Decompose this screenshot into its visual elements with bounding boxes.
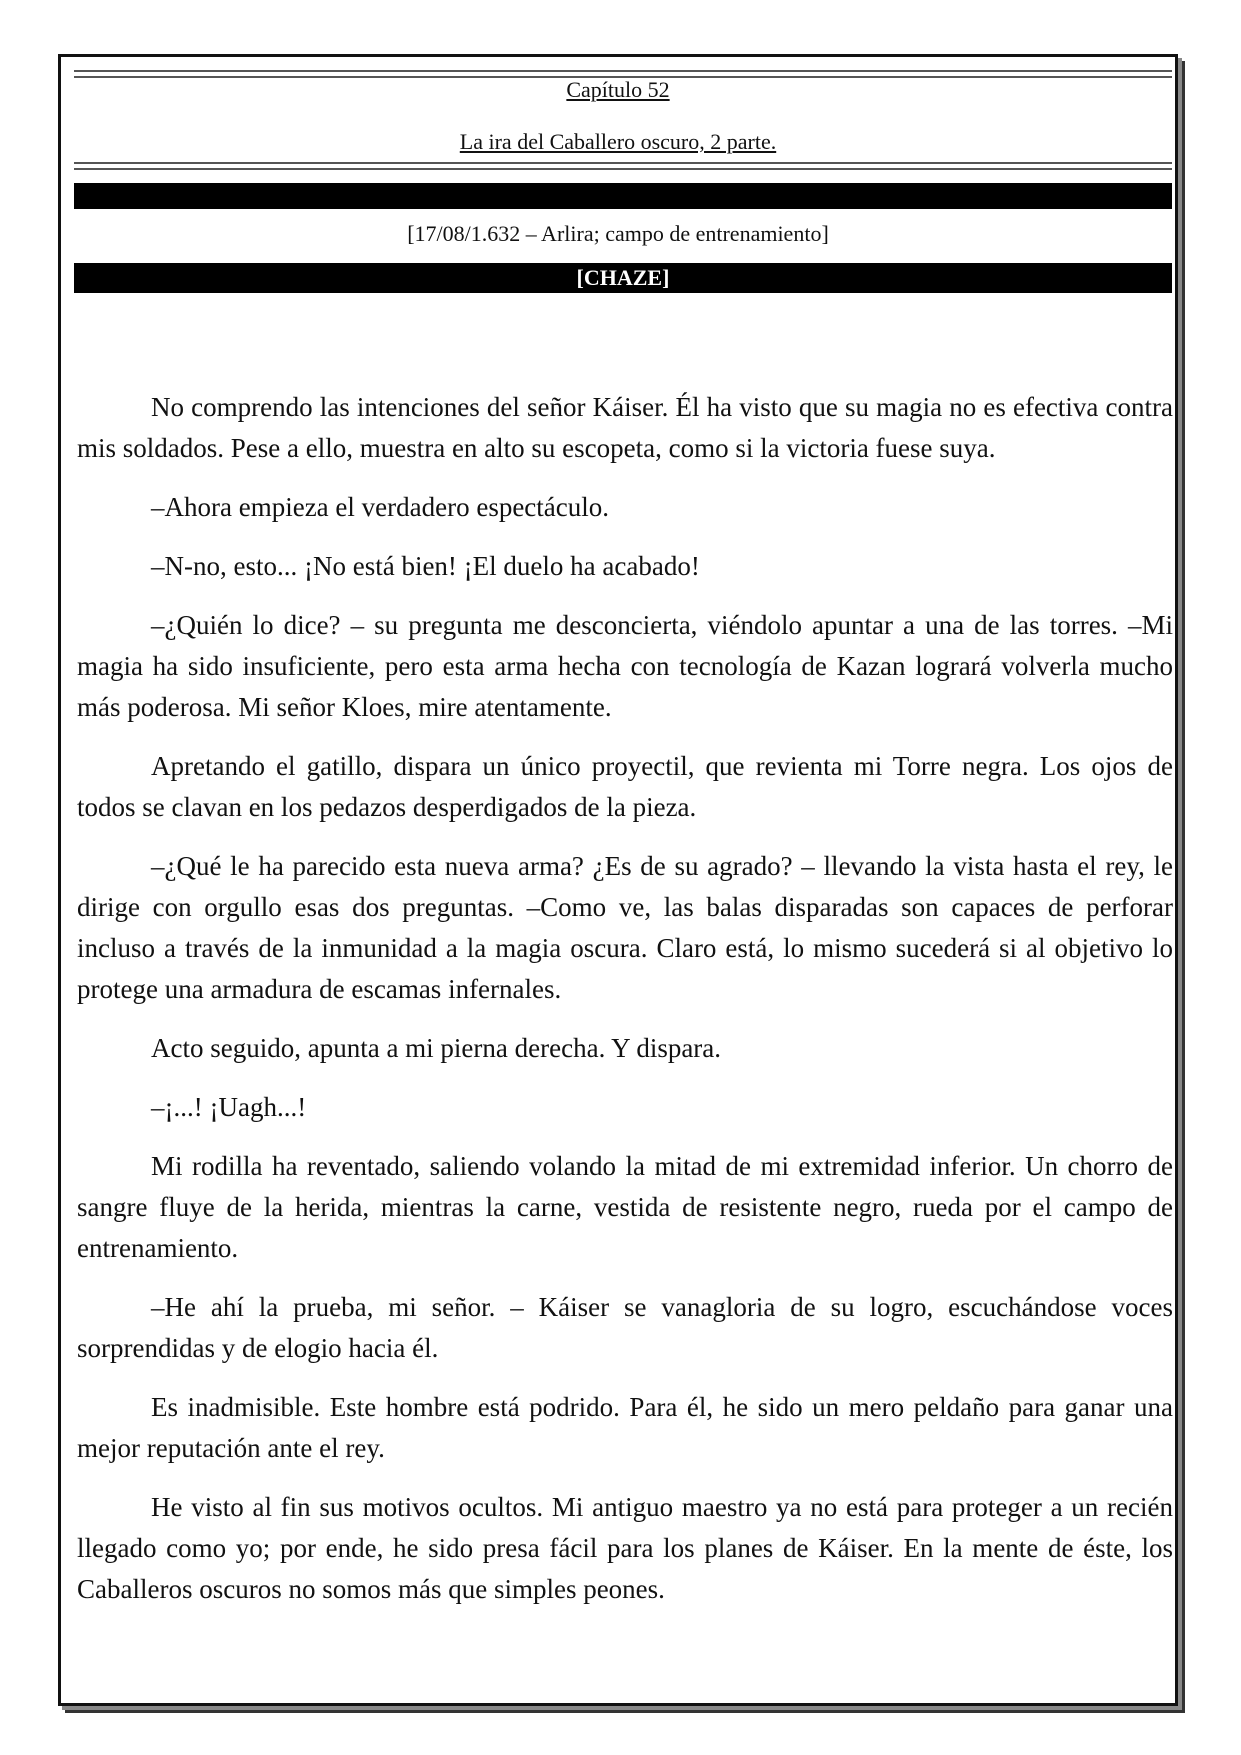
header-bottom-rule — [74, 162, 1172, 170]
paragraph: Acto seguido, apunta a mi pierna derecha. Y dispara. — [151, 1033, 722, 1063]
chapter-title: Capítulo 52 — [566, 77, 670, 102]
pov-header: [CHAZE] — [74, 263, 1172, 293]
paragraph: –Ahora empieza el verdadero espectáculo. — [151, 492, 610, 522]
paragraph: –¿Quién lo dice? – su pregunta me desconcierta, viéndolo apuntar a una de las torres. –Mi magia ha sido insuficiente, pero esta arma hecha con tecnología de Kazan logrará volverla mucho más poderosa. Mi señor Kloes, mire atentamente. — [77, 610, 1173, 722]
page-frame — [58, 54, 1178, 1706]
paragraph: Apretando el gatillo, dispara un único proyectil, que revienta mi Torre negra. Los ojos de todos se clavan en los pedazos desperdigados de la pieza. — [77, 751, 1173, 822]
paragraph: He visto al fin sus motivos ocultos. Mi antiguo maestro ya no está para proteger a un recién llegado como yo; por ende, he sido presa fácil para los planes de Káiser. En la mente de éste, los Caballeros oscuros no somos más que simples peones. — [77, 1492, 1173, 1604]
paragraph: –¿Qué le ha parecido esta nueva arma? ¿Es de su agrado? – llevando la vista hasta el rey, le dirige con orgullo esas dos preguntas. –Como ve, las balas disparadas son capaces de perforar incluso a través de la inmunidad a la magia oscura. Claro está, lo mismo sucederá si al objetivo lo protege una armadura de escamas infernales. — [77, 851, 1173, 1004]
paragraph: Es inadmisible. Este hombre está podrido. Para él, he sido un mero peldaño para ganar una mejor reputación ante el rey. — [77, 1392, 1173, 1463]
scene-location: [17/08/1.632 – Arlira; campo de entrenamiento] — [407, 221, 829, 246]
paragraph: No comprendo las intenciones del señor Káiser. Él ha visto que su magia no es efectiva contra mis soldados. Pese a ello, muestra en alto su escopeta, como si la victoria fuese suya. — [77, 392, 1173, 463]
paragraph: –¡...! ¡Uagh...! — [151, 1092, 307, 1122]
chapter-body — [77, 387, 1173, 1628]
chapter-subtitle: La ira del Caballero oscuro, 2 parte. — [459, 129, 777, 154]
paragraph: –He ahí la prueba, mi señor. – Káiser se vanagloria de su logro, escuchándose voces sorprendidas y de elogio hacia él. — [77, 1292, 1173, 1363]
section-divider-bar — [74, 183, 1172, 209]
paragraph: –N-no, esto... ¡No está bien! ¡El duelo ha acabado! — [151, 551, 700, 581]
paragraph: Mi rodilla ha reventado, saliendo volando la mitad de mi extremidad inferior. Un chorro de sangre fluye de la herida, mientras la carne, vestida de resistente negro, rueda por el campo de entrenamiento. — [77, 1151, 1173, 1263]
